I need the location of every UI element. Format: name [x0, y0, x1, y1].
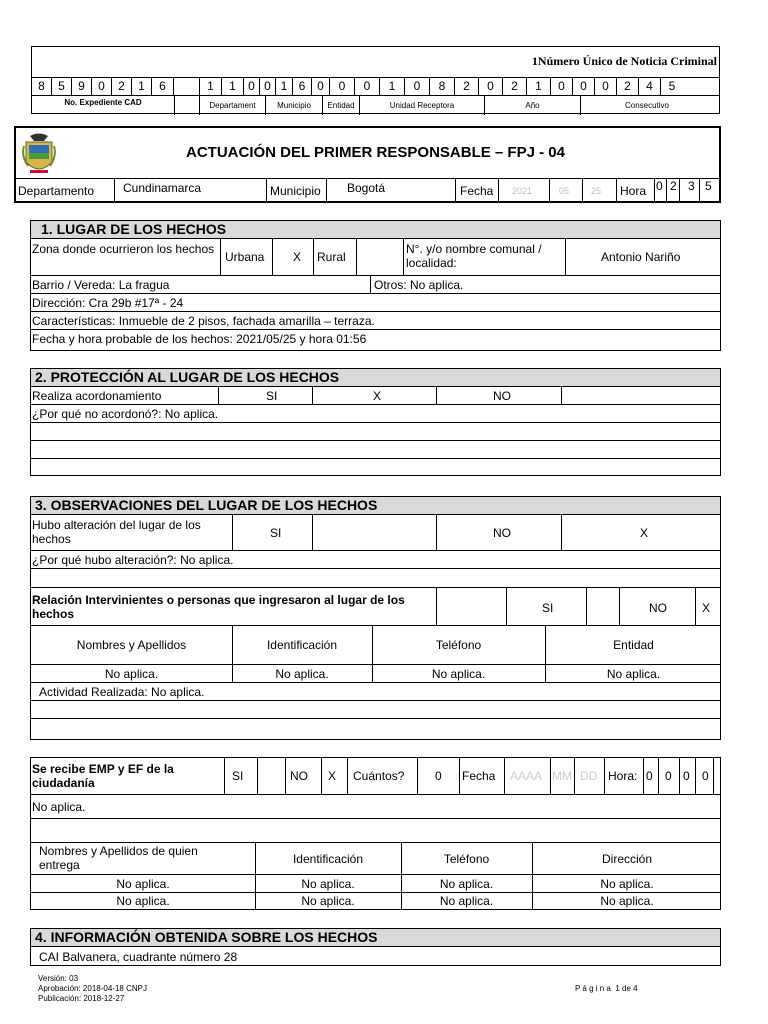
actividad-text: Actividad Realizada: No aplica. [31, 683, 720, 701]
digit: 6 [293, 78, 312, 95]
expediente-digits [32, 78, 174, 95]
fecha-hora-text: Fecha y hora probable de los hechos: 2021/05/25 y hora 01:56 [32, 332, 367, 346]
emp-dd: DD [580, 769, 598, 783]
departamento-label: Departament [200, 96, 266, 115]
ano-label: Año [485, 96, 581, 115]
emp-hora-digit: 0 [702, 769, 709, 783]
emp-hora-digit: 0 [665, 769, 672, 783]
emp-hora-label: Hora: [608, 769, 638, 783]
cell: No aplica. [600, 877, 654, 891]
departamento-label: Departamento [18, 184, 95, 198]
urbana-mark: X [293, 250, 302, 264]
cell: No aplica. [116, 894, 170, 908]
digit: 0 [330, 78, 355, 95]
section-4-heading: 4. INFORMACIÓN OBTENIDA SOBRE LOS HECHOS [31, 929, 720, 947]
cell: No aplica. [301, 877, 355, 891]
departamento-value: Cundinamarca [123, 181, 202, 195]
informacion-text: CAI Balvanera, cuadrante número 28 [39, 950, 238, 964]
section-proteccion [30, 368, 721, 476]
table-row [31, 875, 720, 893]
section-informacion [30, 928, 721, 966]
zona-label: Zona donde ocurrieron los hechos [32, 242, 215, 256]
section-lugar-hechos [30, 220, 721, 351]
digit: 0 [244, 78, 260, 95]
cell: No aplica. [301, 894, 355, 908]
digit: 1 [200, 78, 222, 95]
digit: 9 [72, 78, 92, 95]
digit: 2 [112, 78, 132, 95]
alteracion-si: SI [270, 526, 282, 540]
noticia-label: 1Número Único de Noticia Criminal [531, 54, 717, 68]
digit: 0 [551, 78, 573, 95]
fecha-day: 25 [591, 186, 602, 196]
digit: 2 [455, 78, 479, 95]
emp-hora-digit: 0 [646, 769, 653, 783]
barrio-text: Barrio / Vereda: La fragua [32, 278, 170, 292]
col-direccion: Dirección [601, 852, 652, 866]
cell: No aplica. [600, 894, 654, 908]
rural-label: Rural [317, 250, 346, 264]
municipio-value: Bogotá [347, 181, 386, 195]
footer-publicacion: Publicación: 2018-12-27 [38, 994, 125, 1003]
col-telefono: Teléfono [443, 852, 490, 866]
noticia-header [31, 46, 720, 114]
fecha-label: Fecha [460, 184, 494, 198]
digit: 0 [355, 78, 380, 95]
title-block [14, 126, 721, 203]
digit: 8 [32, 78, 52, 95]
porque-no-acordono: ¿Por qué no acordonó?: No aplica. [31, 405, 720, 423]
section-observaciones [30, 496, 721, 740]
digit: 0 [595, 78, 617, 95]
digit: 0 [405, 78, 430, 95]
acordonamiento-label: Realiza acordonamiento [32, 389, 162, 403]
municipio-label: Municipio [270, 184, 321, 198]
digit: 1 [222, 78, 244, 95]
direccion-text: Dirección: Cra 29b #17ª - 24 [31, 294, 720, 312]
section-3-heading: 3. OBSERVACIONES DEL LUGAR DE LOS HECHOS [31, 497, 720, 515]
digit: 0 [479, 78, 503, 95]
hora-digit: 3 [688, 179, 695, 193]
localidad-label: N°. y/o nombre comunal / localidad: [406, 242, 542, 270]
emp-mm: MM [552, 769, 572, 783]
cell: No aplica. [431, 667, 486, 681]
digit: 5 [52, 78, 72, 95]
col-entidad: Entidad [613, 638, 654, 652]
digit: 6 [152, 78, 174, 95]
alteracion-mark: X [640, 526, 649, 540]
col-nombres: Nombres y Apellidos [76, 638, 187, 652]
relacion-si: SI [542, 601, 554, 615]
digit: 8 [430, 78, 455, 95]
digit: 1 [527, 78, 551, 95]
alteracion-label: Hubo alteración del lugar de los hechos [32, 518, 201, 546]
digit: 1 [380, 78, 405, 95]
emp-aaaa: AAAA [510, 769, 543, 783]
col-identificacion: Identificación [266, 638, 338, 652]
digit: 1 [132, 78, 152, 95]
hora-label: Hora [620, 184, 647, 198]
relacion-label: Relación Intervinientes o personas que ingresaron al lugar de los hechos [32, 593, 405, 621]
digit: 0 [260, 78, 276, 95]
alteracion-no: NO [493, 526, 511, 540]
emp-note: No aplica. [31, 795, 720, 819]
cell: No aplica. [606, 667, 661, 681]
acordonamiento-mark: X [373, 389, 382, 403]
digit: 2 [503, 78, 527, 95]
porque-alteracion: ¿Por qué hubo alteración?: No aplica. [31, 551, 720, 569]
cell: No aplica. [439, 877, 494, 891]
emp-hora-digit: 0 [683, 769, 690, 783]
cell: No aplica. [116, 877, 170, 891]
title-info-row [16, 179, 719, 201]
codigo-labels [199, 96, 713, 115]
emp-si: SI [232, 769, 244, 783]
col-nombres-entrega: Nombres y Apellidos de quien entrega [39, 844, 198, 872]
emp-mark: X [328, 769, 337, 783]
footer-version: Versión: 03 [38, 974, 79, 983]
emp-no: NO [290, 769, 308, 783]
digit: 2 [617, 78, 639, 95]
consecutivo-label: Consecutivo [624, 101, 670, 110]
digit: 0 [573, 78, 595, 95]
relacion-no: NO [649, 601, 667, 615]
form-title: ACTUACIÓN DEL PRIMER RESPONSABLE – FPJ - 04 [186, 144, 565, 161]
section-1-heading: 1. LUGAR DE LOS HECHOS [31, 221, 720, 239]
cuantos-value: 0 [435, 769, 442, 783]
cell: No aplica. [104, 667, 159, 681]
col-identificacion: Identificación [292, 852, 364, 866]
coat-of-arms-icon [20, 132, 58, 178]
section-emp [30, 757, 721, 910]
digit: 1 [276, 78, 293, 95]
fecha-year: 2021 [512, 186, 533, 196]
fecha-month: 05 [559, 186, 570, 196]
digit: 0 [92, 78, 112, 95]
cell: No aplica. [275, 667, 329, 681]
cuantos-label: Cuántos? [353, 769, 405, 783]
cell: No aplica. [439, 894, 494, 908]
footer-page-number: P á g i n a 1 de 4 [575, 984, 638, 993]
relacion-mark: X [702, 601, 711, 615]
caracteristicas-text: Características: Inmueble de 2 pisos, fachada amarilla – terraza. [31, 312, 720, 330]
emp-label: Se recibe EMP y EF de la ciudadanía [32, 762, 174, 790]
hora-digit: 2 [670, 179, 677, 193]
otros-text: Otros: No aplica. [374, 278, 464, 292]
municipio-label: Municipio [266, 96, 323, 115]
entidad-label: Entidad [323, 96, 360, 115]
table-row [31, 665, 720, 683]
table-row [31, 893, 720, 909]
digit: 4 [639, 78, 661, 95]
expediente-label: No. Expediente CAD [64, 98, 142, 107]
emp-fecha-label: Fecha [462, 769, 496, 783]
acordonamiento-si: SI [266, 389, 278, 403]
col-telefono: Teléfono [435, 638, 482, 652]
codigo-digits [199, 78, 683, 95]
localidad-value: Antonio Nariño [601, 250, 681, 264]
footer-aprobacion: Aprobación: 2018-04-18 CNPJ [38, 984, 147, 993]
digit: 0 [312, 78, 330, 95]
urbana-label: Urbana [225, 250, 265, 264]
hora-digit: 5 [705, 179, 712, 193]
section-2-heading: 2. PROTECCIÓN AL LUGAR DE LOS HECHOS [31, 369, 720, 387]
hora-digit: 0 [656, 179, 663, 193]
digit: 5 [668, 79, 676, 93]
footer-meta [38, 974, 147, 1004]
acordonamiento-no: NO [493, 389, 511, 403]
unidad-label: Unidad Receptora [360, 96, 485, 115]
